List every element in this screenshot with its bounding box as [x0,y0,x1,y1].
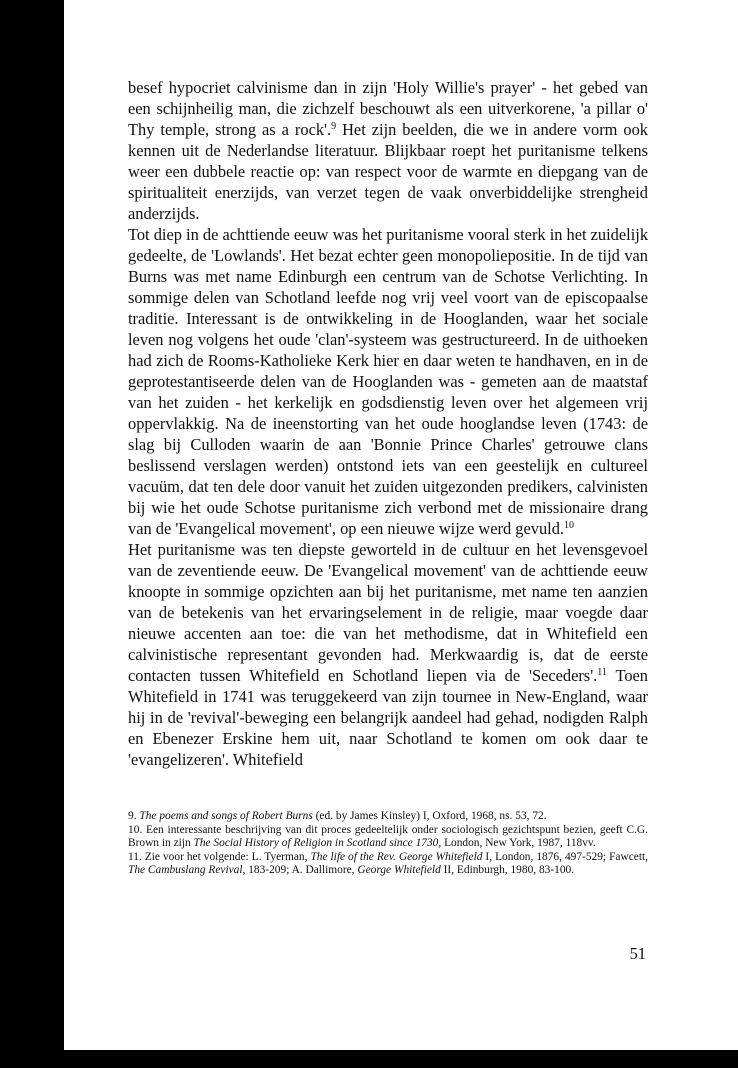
paragraph-1-text-a: besef hypocriet calvinisme dan in zijn 'Holy Willie's prayer' - het gebed van een schijnheilig man, die zichzelf beschouwt als een uitverkorene, 'a pillar o' Thy temple, strong as a rock'. [128,78,648,139]
footnote-11-number: 11. [128,850,145,863]
paragraph-3-text-b: Toen Whitefield in 1741 was teruggekeerd van zijn tournee in New-England, waar hij in de 'revival'-beweging een belangrijk aandeel had gehad, nodigden Ralph en Ebenezer Erskine hem uit, naar Schotland te komen om ook daar te 'evangelizeren'. Whitefield [128,666,648,769]
footnote-9 [128,810,648,824]
paragraph-1 [128,77,648,224]
paragraph-1-text-b: Het zijn beelden, die we in andere vorm ook kennen uit de Nederlandse literatuur. Blijkbaar roept het puritanisme telkens weer een dubbele reactie op: van respect voor de warmte en diepgang van de spiritualiteit enerzijds, van verzet tegen de vaak onverbiddelijke strengheid anderzijds. [128,120,649,223]
footnote-11 [128,851,648,878]
footnote-10-title: The Social History of Religion in Scotland since 1730 [193,837,439,850]
footnote-11-mid-1: I, London, 1876, 497-529; Fawcett, [482,850,648,863]
footnote-9-rest: (ed. by James Kinsley) I, Oxford, 1968, ns. 53, 72. [312,810,547,822]
scan-border-left [0,0,64,1068]
footnotes [128,810,648,878]
paragraph-3-text-a: Het puritanisme was ten diepste geworteld in de cultuur en het levensgevoel van de zeventiende eeuw. De 'Evangelical movement' van de achttiende eeuw knoopte in sommige opzichten aan bij het puritanisme, met name ten aanzien van de betekenis van het ervaringselement in de religie, maar voegde daar nieuwe accenten aan toe: die van het methodisme, dat in Whitefield een calvinistische representant gevonden had. Merkwaardig is, dat de eerste contacten tussen Whitefield en Schotland liepen via de 'Seceders'. [128,540,648,685]
footnote-10 [128,824,648,851]
footnote-11-title-3: George Whitefield [357,864,441,877]
footnote-9-number: 9. [128,810,140,822]
scan-border-bottom [0,1050,738,1068]
paragraph-3 [128,539,648,770]
footnote-10-rest: , London, New York, 1987, 118vv. [438,837,596,850]
footnote-9-title: The poems and songs of Robert Burns [139,810,313,822]
footnote-10-text: Een interessante beschrijving van dit proces gedeeltelijk onder sociologisch gezichtspunt bezien, geeft C.G. Brown in zijn [128,823,649,850]
footnote-ref-10[interactable]: 10 [564,520,575,531]
page-number: 51 [629,944,646,963]
footnote-ref-9[interactable]: 9 [331,121,337,132]
footnote-11-title-2: The Cambuslang Revival, [128,864,246,877]
footnote-11-text: Zie voor het volgende: L. Tyerman, [144,850,311,863]
footnote-11-title-1: The life of the Rev. George Whitefield [310,850,483,863]
paragraph-2 [128,224,648,539]
footnote-ref-11[interactable]: 11 [597,667,607,678]
footnote-11-rest: II, Edinburgh, 1980, 83-100. [440,864,575,877]
footnote-10-number: 10. [128,823,147,836]
paragraph-2-text: Tot diep in de achttiende eeuw was het puritanisme vooral sterk in het zuidelijk gedeelte, de 'Lowlands'. Het bezat echter geen monopoliepositie. In de tijd van Burns was met name Edinburgh een centrum van de Schotse Verlichting. In sommige delen van Schotland leefde nog vrij veel voort van de episcopaalse traditie. Interessant is de ontwikkeling in de Hooglanden, waar het sociale leven nog volgens het oude 'clan'-systeem was gestructureerd. In de uithoeken had zich de Rooms-Katholieke Kerk hier en daar weten te handhaven, en in de geprotestantiseerde delen van de Hooglanden was - gemeten aan de maatstaf van het zuiden - het kerkelijk en godsdienstig leven over het algemeen vrij oppervlakkig. Na de ineenstorting van het oude hooglandse leven (1743: de slag bij Culloden waarin de aan 'Bonnie Prince Charles' getrouwe clans beslissend verslagen werden) ontstond iets van een geestelijk en cultureel vacuüm, dat ten dele door vanuit het zuiden uitgezonden predikers, calvinisten bij wie het oude Schotse puritanisme zich verbond met de missionaire drang van de 'Evangelical movement', op een nieuwe wijze werd gevuld. [128,225,649,538]
footnote-11-mid-2: 183-209; A. Dallimore, [245,864,358,877]
body-text [128,77,648,770]
